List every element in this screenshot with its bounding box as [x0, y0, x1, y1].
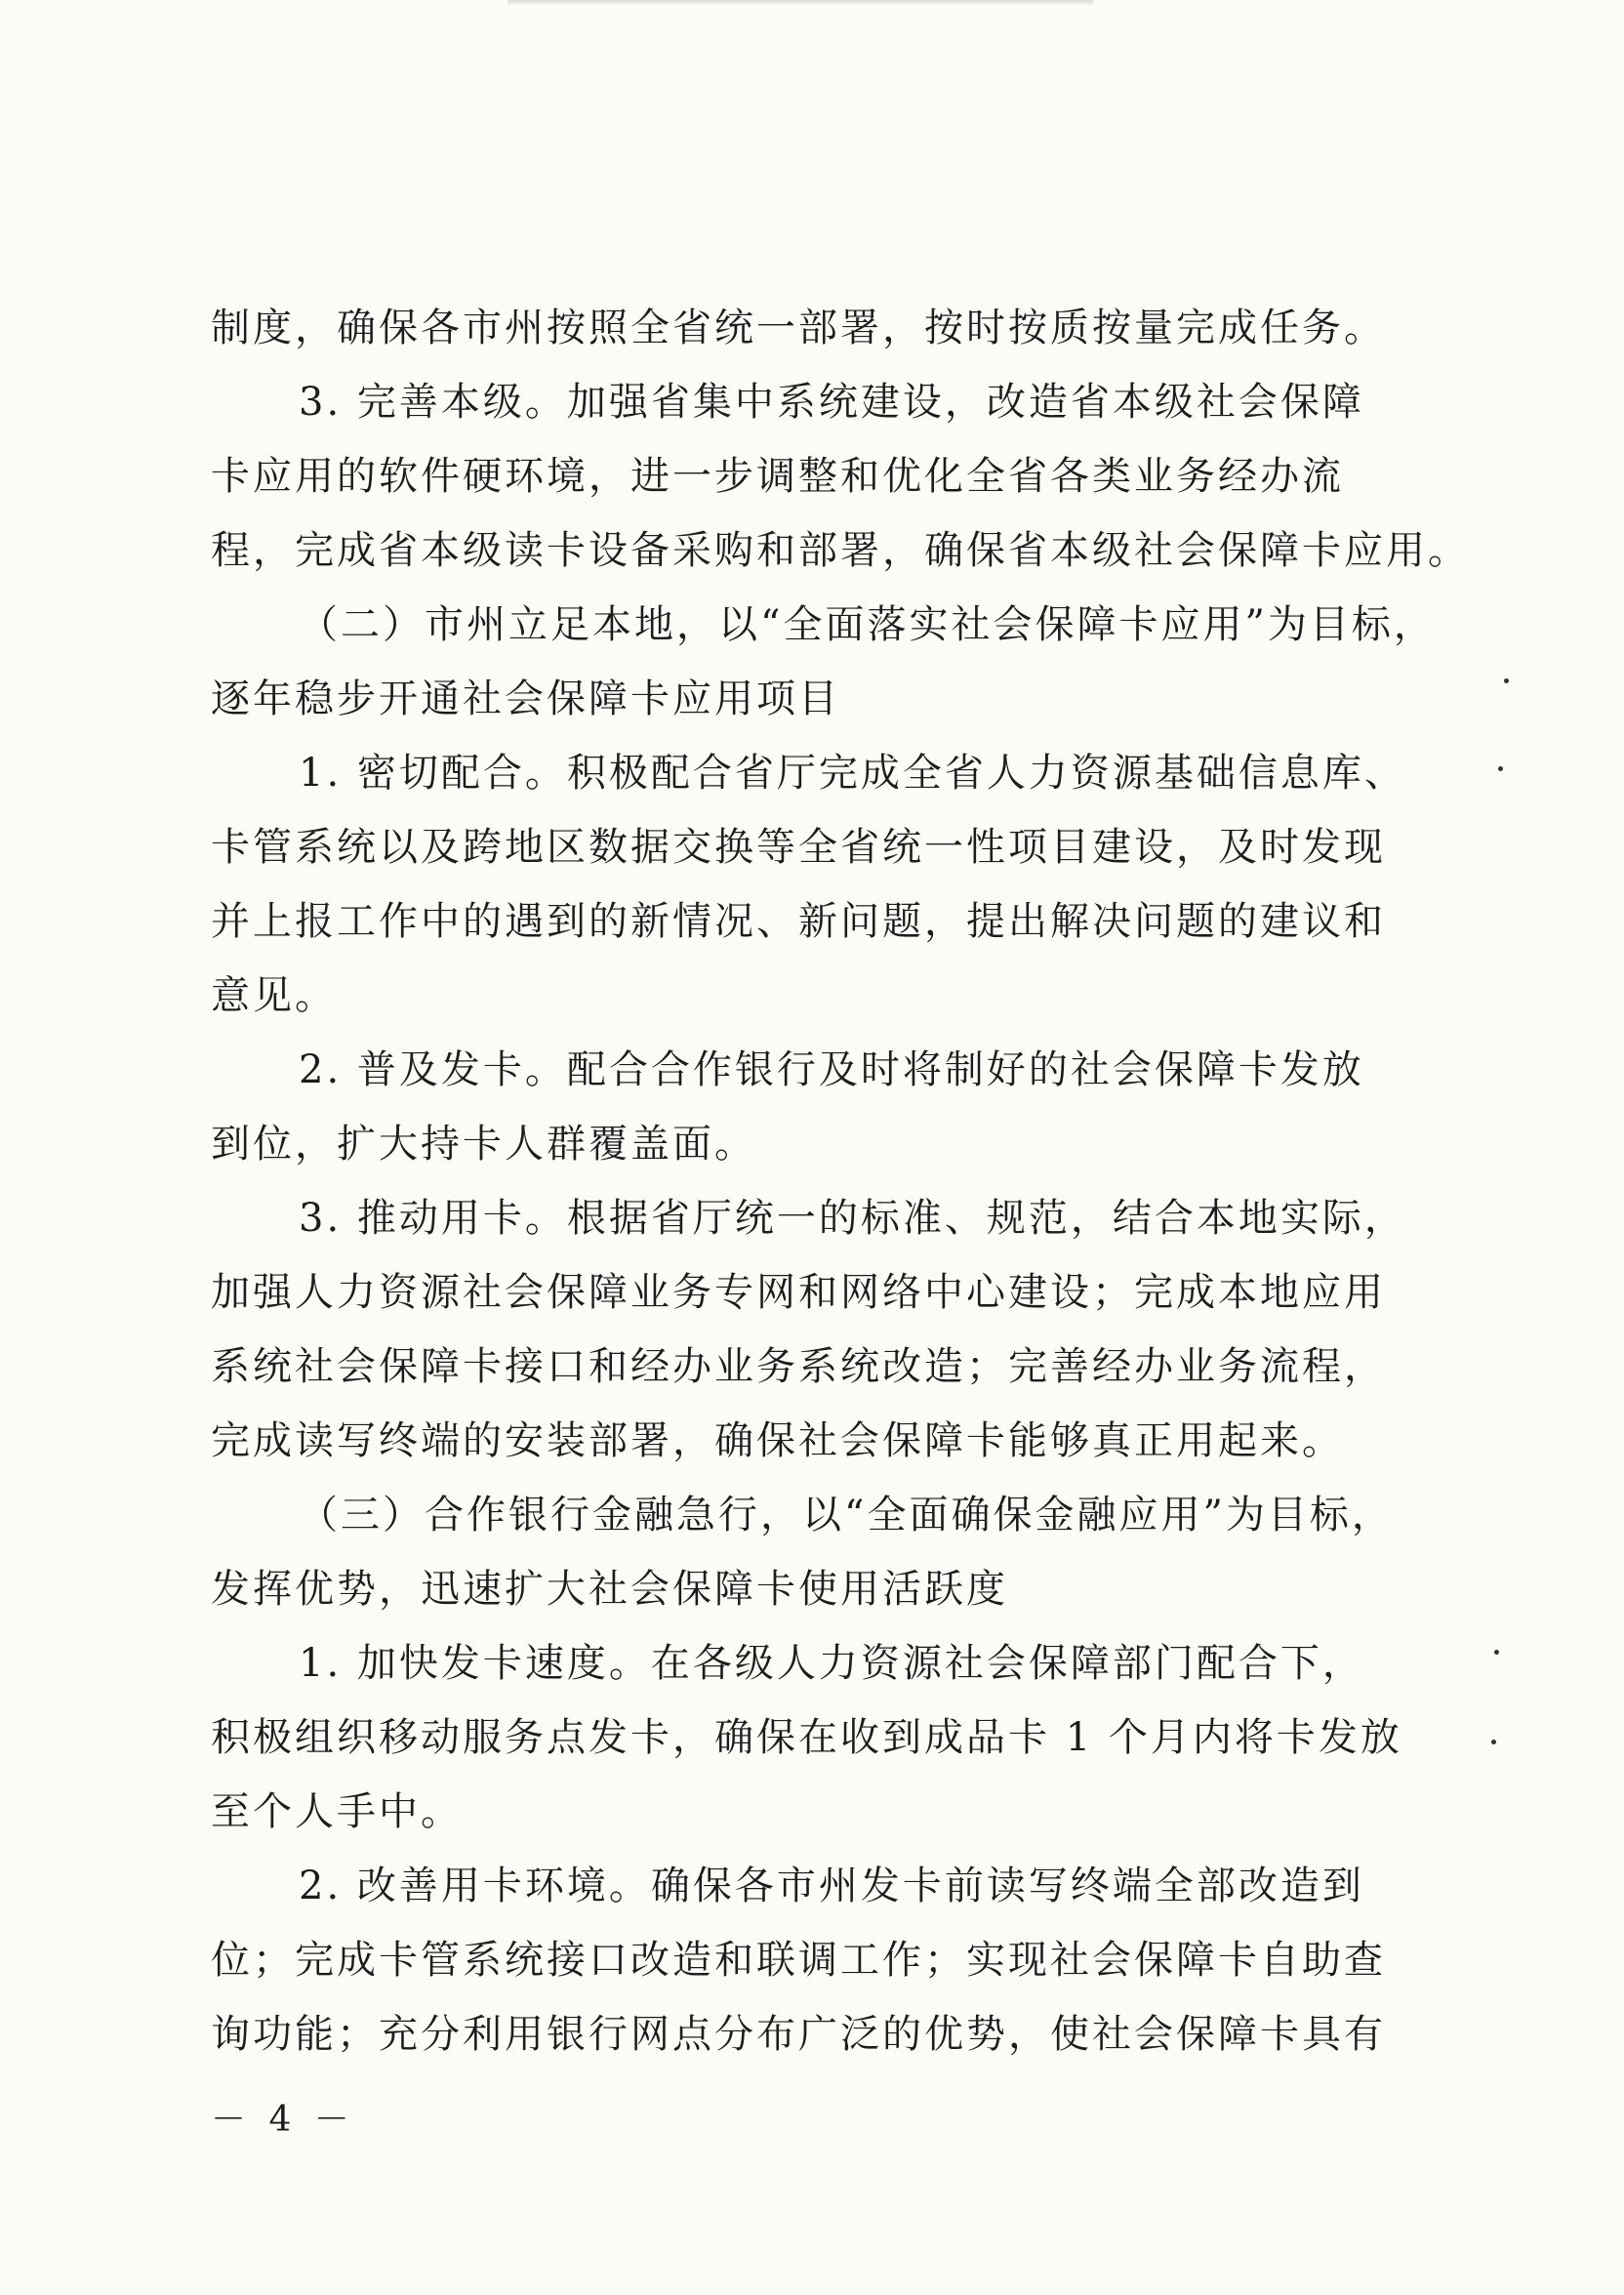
body-line: 卡应用的软件硬环境，进一步调整和优化全省各类业务经办流 [211, 454, 1344, 499]
body-line: 程，完成省本级读卡设备采购和部署，确保省本级社会保障卡应用。 [211, 528, 1470, 573]
body-line: 系统社会保障卡接口和经办业务系统改造；完善经办业务流程， [211, 1344, 1386, 1389]
section-heading: 发挥优势，迅速扩大社会保障卡使用活跃度 [211, 1567, 1008, 1612]
body-line: 加强人力资源社会保障业务专网和网络中心建设；完成本地应用 [211, 1270, 1386, 1315]
body-line: 至个人手中。 [211, 1789, 463, 1834]
scan-speck [1504, 678, 1509, 683]
body-line: 卡管系统以及跨地区数据交换等全省统一性项目建设，及时发现 [211, 825, 1386, 870]
body-line: 1. 密切配合。积极配合省厅完成全省人力资源基础信息库、 [299, 751, 1406, 796]
body-line: 完成读写终端的安装部署，确保社会保障卡能够真正用起来。 [211, 1418, 1344, 1463]
body-line: 积极组织移动服务点发卡，确保在收到成品卡 1 个月内将卡发放 [211, 1715, 1402, 1760]
section-heading: （三）合作银行金融急行，以“全面确保金融应用”为目标， [299, 1493, 1394, 1537]
section-heading: （二）市州立足本地，以“全面落实社会保障卡应用”为目标， [299, 602, 1436, 647]
body-line: 2. 普及发卡。配合合作银行及时将制好的社会保障卡发放 [299, 1047, 1364, 1092]
scan-edge-mark [508, 0, 1093, 6]
body-line: 制度，确保各市州按照全省统一部署，按时按质按量完成任务。 [211, 306, 1386, 350]
body-line: 并上报工作中的遇到的新情况、新问题，提出解决问题的建议和 [211, 899, 1386, 944]
scan-speck [1498, 766, 1503, 771]
body-line: 2. 改善用卡环境。确保各市州发卡前读写终端全部改造到 [299, 1864, 1364, 1908]
body-line: 1. 加快发卡速度。在各级人力资源社会保障部门配合下， [299, 1641, 1364, 1686]
body-line: 询功能；充分利用银行网点分布广泛的优势，使社会保障卡具有 [211, 2012, 1386, 2057]
section-heading: 逐年稳步开通社会保障卡应用项目 [211, 676, 840, 721]
body-line: 位；完成卡管系统接口改造和联调工作；实现社会保障卡自助查 [211, 1938, 1386, 1983]
body-line: 3. 完善本级。加强省集中系统建设，改造省本级社会保障 [299, 380, 1364, 425]
scan-speck [1491, 1740, 1496, 1744]
body-line: 到位，扩大持卡人群覆盖面。 [211, 1122, 756, 1167]
page-number: － 4 － [211, 2100, 355, 2140]
body-line: 3. 推动用卡。根据省厅统一的标准、规范，结合本地实际， [299, 1196, 1406, 1241]
body-line: 意见。 [211, 973, 337, 1018]
scan-speck [1494, 1650, 1499, 1655]
